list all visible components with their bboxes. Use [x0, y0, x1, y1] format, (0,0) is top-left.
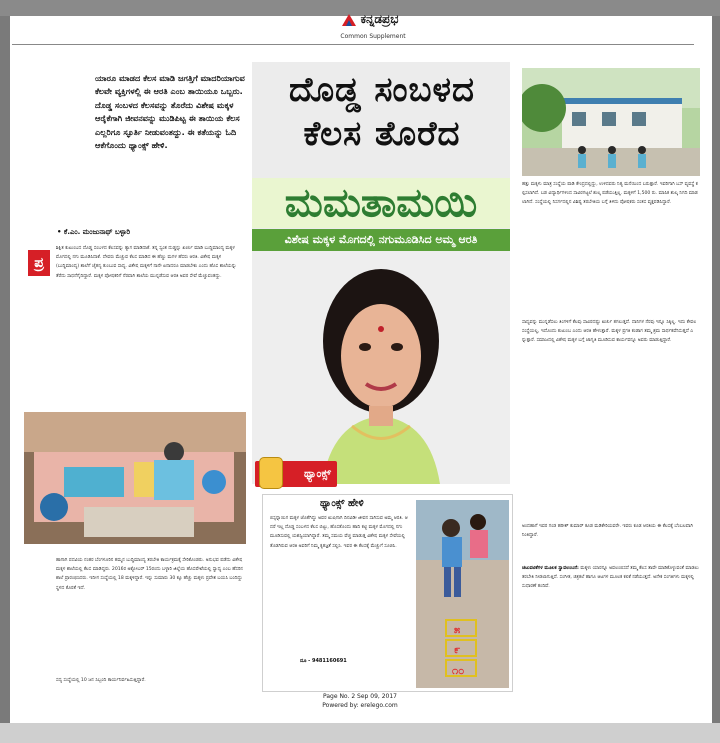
intro-paragraph: ಯಾರೂ ಮಾಡದ ಕೆಲಸ ಮಾಡಿ ಜಗತ್ತಿಗೆ ಮಾದರಿಯಾಗುವ ಕೆಲವೇ ವ್ಯಕ್ತಿಗಳಲ್ಲಿ ಈ ಆರತಿ ಎಂಬ ತಾಯಿಯೂ ಒಬ್ಬರು. ದೊಡ್ಡ ಸಂಬಳದ ಕೆಲಸವನ್ನು ತೊರೆದು ವಿಶೇಷ ಮಕ್ಕಳ ಆರೈಕೆಗಾಗಿ ಜೀವನವನ್ನು ಮುಡಿಪಿಟ್ಟ ಈ ತಾಯಿಯ ಕೆಲಸ ಎಲ್ಲರಿಗೂ ಸ್ಫೂರ್ತಿ ನೀಡುವಂತದ್ದು. ಈ ಕತೆಯನ್ನು ಓದಿ ಆಕೆಗೊಂದು ಥ್ಯಾಂಕ್ಸ್ ಹೇಳಿ.	[95, 73, 245, 151]
headline-line-2: ಕೆಲಸ ತೊರೆದ	[303, 114, 461, 154]
kids-hopscotch-photo	[416, 500, 509, 688]
right-article-section	[522, 564, 700, 692]
thanks-body: ಬಿಸ್ಸನ್ನಾಯಿಗ ಮಕ್ಕಳ ಜೊತೆಗಿದ್ದು ಅವರ ಖುಷಿಗಾಗಿ ದಿನವಿಡೀ ಜೀವನ ಸಾಗಿಸುವ ಅಮ್ಮ ಆರತಿ. ಆದರೆ ಇಲ್ಲ ದೊಡ್ಡ ಸಂಬಳದ ಕೆಲಸ ಬಿಟ್ಟು, ಹೊಸತೊಂದು ಹಾದಿ ಕಟ್ಟಿ ಮಕ್ಕಳ ಮೊಗದಲ್ಲಿ ನಗು ಮೂಡಿಸುವಲ್ಲಿ ಯಶಸ್ವಿಯಾಗಿದ್ದಾರೆ. ತಮ್ಮ ಸಮಯ ವೆಚ್ಚ ಮಾಡುತ್ತ ವಿಶೇಷ ಮಕ್ಕಳ ಸೇವೆಯಲ್ಲಿ ತೊಡಗಿರುವ ಆರತಿ ಅವರಿಗೆ ನಿಮ್ಮ ಕೃತಜ್ಞತೆ ಸಲ್ಲಿಸಿ. ಇವರ ಈ ಕೆಲಸಕ್ಕೆ ಮೆಚ್ಚುಗೆ ಸೂಚಿಸಿ.	[270, 516, 408, 549]
headline-main	[262, 68, 502, 156]
thanks-phone: ದೂ - 9481160691	[300, 658, 347, 664]
svg-text:೧೦: ೧೦	[452, 664, 465, 677]
left-article-text-1: ಶಿಕ್ಷಿತ ಕುಟುಂಬದ ದೊಡ್ಡ ಸಂಬಳದ ಕೆಲಸವನ್ನು ತ್ಯಾಗ ಮಾಡಿದಾಕೆ. ತನ್ನ ಸ್ವಂತ ದುಡ್ಡನ್ನು ಖರ್ಚು ಮಾಡಿ ಬುದ್ಧಿಮಾಂದ್ಯ ಮಕ್ಕಳ ಮೊಗದಲ್ಲಿ ನಗು ಮೂಡಿಸಿದಾಕೆ. ದೇವರು ಮೆಚ್ಚುವ ಕೆಲಸ ಮಾಡಿದ ಈ ಹೆಣ್ಣು ಮಗಳ ಹೆಸರು ಆರತಿ. ವಿಶೇಷ ಮಕ್ಕಳ (ಬುದ್ಧಿಮಾಂದ್ಯ) ಶಾಲೆಗೆ ಚೈತನ್ಯ ತುಂಬುವ ಸಾಧ್ಯ. ವಿಶೇಷ ಮಕ್ಕಳಿಗೆ ನಾನೇ ಏನಾದರೂ ಮಾಡಬೇಕು ಎಂದು ಹೊಸ ಶಾಲೆಯನ್ನು ತೆರೆದು ಸಾಧನೆಗೈದಿದ್ದಾರೆ. ಮಕ್ಕಳ ಪೋಷಕರಿಗೆ ನೆರವಾಗಿ ಶಾಲೆಯ ಮುನ್ನಡೆಸುವ ಆರತಿ ಅವರ ಸೇವೆ ಮೆಚ್ಚುವಂತದ್ದು.	[56, 246, 237, 279]
kannadaprabha-logo-icon	[342, 14, 356, 26]
left-article-text-3: ಸದ್ಯ ಸಂಸ್ಥೆಯಲ್ಲಿ 10 ಜನ ಸಿಬ್ಬಂದಿ ಕಾರ್ಯನಿರ್ವಹಿಸುತ್ತಿದ್ದಾರೆ.	[56, 678, 146, 683]
right-article-text-2: ಸಾಧ್ಯವನ್ನು ಮುನ್ನಡೆಸಲು ತಿಂಗಳಿಗೆ ಕೆಲವು ಸಾವಿರದಷ್ಟು ಖರ್ಚು ತಗಲುತ್ತದೆ. ದಾನಿಗಳ ನೆರವು ಇನ್ನೂ ಸಿಕ್ಕಿಲ್ಲ. ಇದು ಕೇವಲ ಸಂಸ್ಥೆಯಲ್ಲ, ಇದೊಂದು ಕುಟುಂಬ ಎಂದು ಆರತಿ ಹೇಳುತ್ತಾರೆ. ಮಕ್ಕಳ ಪ್ರಗತಿ ಕಂಡಾಗ ತಮ್ಮ ಶ್ರಮ ಸಾರ್ಥಕವೆನಿಸುತ್ತದೆ ಎನ್ನುತ್ತಾರೆ. ಸಮಾಜದಲ್ಲಿ ವಿಶೇಷ ಮಕ್ಕಳ ಬಗ್ಗೆ ಜಾಗೃತಿ ಮೂಡಿಸುವ ಕಾರ್ಯವನ್ನೂ ಅವರು ಮಾಡುತ್ತಿದ್ದಾರೆ.	[522, 320, 697, 344]
children-classroom-photo	[24, 412, 246, 544]
prabha-badge: ಪ್ರ	[28, 250, 50, 276]
school-building-photo	[522, 68, 700, 176]
page-footer	[260, 692, 460, 710]
thumbs-up-icon	[259, 457, 283, 489]
masthead-name: ಕನ್ನಡಪ್ರಭ	[360, 12, 399, 26]
svg-text:೫: ೫	[454, 623, 461, 636]
left-article-text-2: ಹಾಗಾಗಿ ಪದವಿಯ ನಂತರ ಬೆಂಗಳೂರಿನ ತಮ್ಮನ ಬುದ್ಧಿಮಾಂದ್ಯ ತರಬೇತಿ ಕಾರ್ಯಕ್ರಮಕ್ಕೆ ಸೇರಿಕೊಂಡರು. ಅನುಭವ ಪಡೆದು ವಿಶೇಷ ಮಕ್ಕಳ ಶಾಲೆಯಲ್ಲಿ ಕೆಲಸ ಮಾಡಿದ್ದರು. 2016ರ ಅಕ್ಟೋಬರ್ 15ರಂದು ಬಳ್ಳಾರಿ ಜಿಲ್ಲೆಯ ಹೊಸಪೇಟೆಯಲ್ಲಿ ಸ್ವಾಧ್ಯ ಎಂಬ ಹೆಸರಿನ ಶಾಲೆ ಪ್ರಾರಂಭಿಸಿದರು. ಇದೀಗ ಸಂಸ್ಥೆಯಲ್ಲಿ 18 ಮಕ್ಕಳಿದ್ದಾರೆ. ಇನ್ನು ಸುಮಾರು 30 ಕ್ಕೂ ಹೆಚ್ಚು ಮಕ್ಕಳು ಪ್ರವೇಶ ಬಯಸಿ ಬಂದಿದ್ದು ಸ್ಥಳದ ಕೊರತೆ ಇದೆ.	[56, 558, 243, 591]
byline: • ಕೆ.ಎಂ. ಮಂಜುನಾಥ್ ಬಳ್ಳಾರಿ	[57, 228, 131, 236]
thanks-title: ಥ್ಯಾಂಕ್ಸ್ ಹೇಳಿ	[320, 498, 364, 509]
page-number-date: Page No. 2 Sep 09, 2017	[323, 693, 397, 700]
masthead	[290, 9, 450, 27]
right-section-text: ಮಕ್ಕಳು ಯಾರನ್ನೂ ಅವಲಂಬಿಸದೆ ತಮ್ಮ ಕೆಲಸ ತಾವೇ ಮಾಡಿಕೊಳ್ಳುವಂತೆ ಮಾಡಲು ತರಬೇತಿ ನೀಡಲಾಗುತ್ತಿದೆ. ಸಂಗೀತ, ಚಿತ್ರಕಲೆ ಹಾಗೂ ಆಟಗಳ ಮೂಲಕ ಕಲಿಕೆ ನಡೆಯುತ್ತದೆ. ಅನೇಕ ಸಂಗತಿಗಳು ಮಕ್ಕಳಲ್ಲಿ ಸುಧಾರಣೆ ತಂದಿವೆ.	[522, 566, 699, 590]
thanks-badge: ಥ್ಯಾಂಕ್ಸ್	[255, 461, 337, 487]
right-article-text-1: ಹತ್ತು ಮಕ್ಕಳು ಮಾತ್ರ ಸಂಸ್ಥೆಯ ಪಾಡಿ ಕೇಂದ್ರದಲ್ಲಿದ್ದು, ಉಳಿದವರು ನಿತ್ಯ ಮನೆಯಿಂದ ಬರುತ್ತಾರೆ. ಇವರಿಗಾಗಿ ಬಸ್ ವ್ಯವಸ್ಥೆ ಕಲ್ಪಿಸಲಾಗಿದೆ. ಬಡ ವಿದ್ಯಾರ್ಥಿಗಳಿಂದ ಸಾವಿರಗಟ್ಟಲೆ ಶುಲ್ಕ ಪಡೆಯುತ್ತಿಲ್ಲ. ಮಕ್ಕಳಿಗೆ 1,500 ರು. ಮಾಸಿಕ ಶುಲ್ಕ ನಿಗದಿ ಮಾಡಲಾಗಿದೆ. ಸಂಸ್ಥೆಯಲ್ಲಿ ನಿಸರ್ಗದಲ್ಲಿನ ವಿಶಿಷ್ಟ ತರಬೇತಿಯ ಬಗ್ಗೆ ತಿಳಿದು ಪೋಷಕರು ಸಂತಸ ವ್ಯಕ್ತಪಡಿಸಿದ್ದಾರೆ.	[522, 182, 698, 206]
headline-subtitle: ವಿಶೇಷ ಮಕ್ಕಳ ಮೊಗದಲ್ಲಿ ನಗುಮೂಡಿಸಿದ ಅಮ್ಮ ಆರತಿ	[252, 229, 510, 251]
powered-by: Powered by: erelego.com	[322, 702, 398, 709]
headline-name: ಮಮತಾಮಯಿ	[284, 179, 478, 226]
right-section-heading: ಚಟುವಟಿಕೆಗಳ ಮೂಲಕ ಸ್ವಾವಲಂಬನೆ:	[522, 566, 579, 571]
aarathi-portrait-photo	[252, 251, 510, 484]
viewer-bottom-bar	[0, 723, 720, 743]
top-rule	[12, 44, 694, 45]
right-article-text-3: ಅಂದಹಾಗೆ ಇವರ ಗಂಡ ಹರೀಶ್ ಕುಮಾರ್ ಕೂಡ ಮಡಿಕೇರಿಯವರೇ. ಇವರು ಕೂಡ ಆರತಿಯ ಈ ಕೆಲಸಕ್ಕೆ ಬೆಂಬಲವಾಗಿ ನಿಂತಿದ್ದಾರೆ.	[522, 524, 693, 539]
svg-text:೯: ೯	[454, 643, 461, 656]
supplement-label: Common Supplement	[340, 33, 406, 40]
headline-line-1: ದೊಡ್ಡ ಸಂಬಳದ	[289, 70, 475, 110]
